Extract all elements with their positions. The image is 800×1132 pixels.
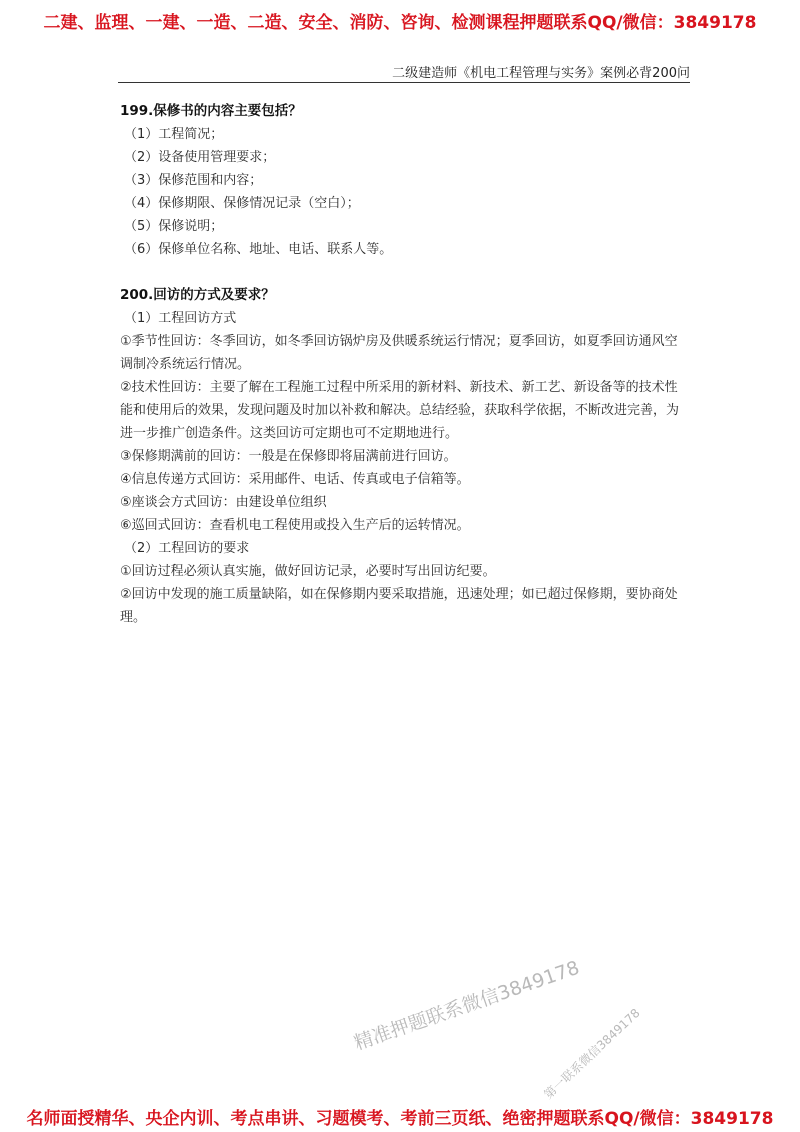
q200-part2-item: ①回访过程必须认真实施，做好回访记录，必要时写出回访纪要。 (120, 564, 496, 579)
watermark-main: 精准押题联系微信3849178 (351, 956, 583, 1055)
q199-item: （3）保修范围和内容； (124, 173, 263, 188)
q200-part1-item: ⑥巡回式回访：查看机电工程使用或投入生产后的运转情况。 (120, 518, 470, 533)
q200-part1-item: ③保修期满前的回访：一般是在保修即将届满前进行回访。 (120, 449, 457, 464)
question-199-title: 199.保修书的内容主要包括？ (120, 103, 302, 119)
document-body (120, 100, 690, 629)
header-title: 二级建造师《机电工程管理与实务》案例必背200问 (392, 66, 690, 81)
q200-part1-item: ④信息传递方式回访：采用邮件、电话、传真或电子信箱等。 (120, 472, 470, 487)
q199-item: （1）工程简况； (124, 127, 224, 142)
bottom-promo-banner: 名师面授精华、央企内训、考点串讲、习题模考、考前三页纸、绝密押题联系QQ/微信：3849178 (26, 1109, 774, 1129)
q200-part1-heading: （1）工程回访方式 (124, 311, 237, 326)
q200-part1-item: ①季节性回访：冬季回访，如冬季回访锅炉房及供暖系统运行情况；夏季回访，如夏季回访通风空调制冷系统运行情况。 (120, 334, 678, 372)
q199-item: （2）设备使用管理要求； (124, 150, 276, 165)
q200-part2-heading: （2）工程回访的要求 (124, 541, 250, 556)
q199-item: （6）保修单位名称、地址、电话、联系人等。 (124, 242, 393, 257)
q200-part1-item: ②技术性回访：主要了解在工程施工过程中所采用的新材料、新技术、新工艺、新设备等的技术性能和使用后的效果，发现问题及时加以补救和解决。总结经验，获取科学依据，不断改进完善，为进一步推广创造条件。这类回访可定期也可不定期地进行。 (120, 380, 680, 441)
spacer (120, 261, 690, 284)
q199-item: （4）保修期限、保修情况记录（空白）； (124, 196, 360, 211)
top-promo-banner: 二建、监理、一建、一造、二造、安全、消防、咨询、检测课程押题联系QQ/微信：3849178 (43, 13, 757, 33)
q200-part2-item: ②回访中发现的施工质量缺陷，如在保修期内要采取措施，迅速处理；如已超过保修期，要协商处理。 (120, 587, 678, 625)
q199-item: （5）保修说明； (124, 219, 224, 234)
q200-part1-item: ⑤座谈会方式回访：由建设单位组织 (120, 495, 327, 510)
page-header (118, 60, 690, 83)
watermark-small: 第一联系微信3849178 (541, 1005, 643, 1102)
question-200-title: 200.回访的方式及要求？ (120, 287, 275, 303)
